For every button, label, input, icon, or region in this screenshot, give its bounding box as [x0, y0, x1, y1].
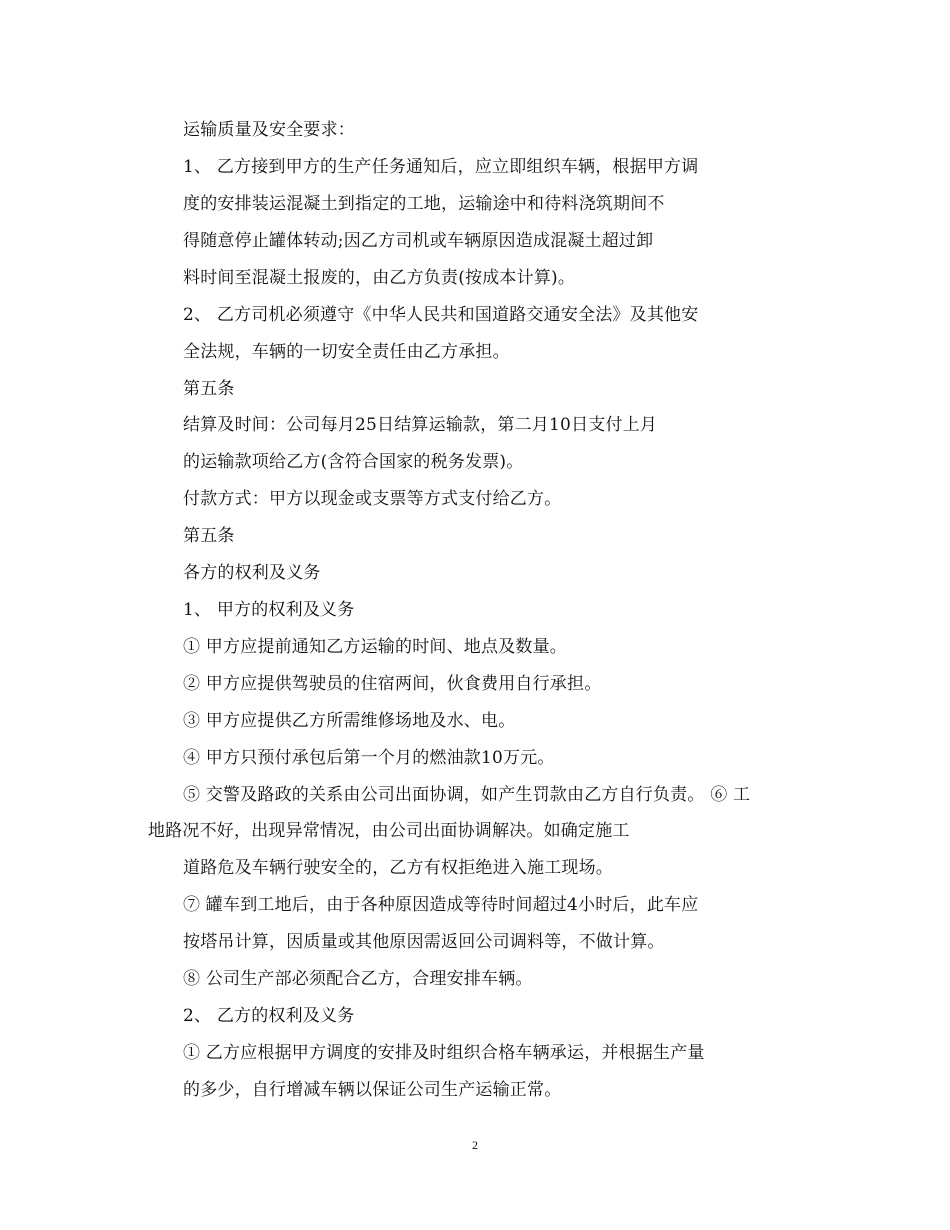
list-item: ⑧ 公司生产部必须配合乙方，合理安排车辆。: [183, 969, 533, 989]
list-item: ④ 甲方只预付承包后第一个月的燃油款10万元。: [183, 748, 555, 768]
list-item: ① 乙方应根据甲方调度的安排及时组织合格车辆承运，并根据生产量: [183, 1043, 705, 1063]
list-item: ③ 甲方应提供乙方所需维修场地及水、电。: [183, 711, 516, 731]
text-line: 料时间至混凝土报废的，由乙方负责(按成本计算)。: [183, 268, 576, 288]
text-line: 的多少，自行增减车辆以保证公司生产运输正常。: [183, 1080, 562, 1100]
section-heading: 第五条: [183, 526, 235, 546]
page-number: 2: [472, 1138, 478, 1152]
list-item: ② 甲方应提供驾驶员的住宿两间，伙食费用自行承担。: [183, 674, 602, 694]
text-line: 地路况不好，出现异常情况，由公司出面协调解决。如确定施工: [148, 821, 630, 841]
list-item: ⑤ 交警及路政的关系由公司出面协调，如产生罚款由乙方自行负责。 ⑥ 工: [183, 785, 751, 805]
text-line: 道路危及车辆行驶安全的，乙方有权拒绝进入施工现场。: [183, 858, 613, 878]
text-line: 运输质量及安全要求：: [183, 120, 355, 140]
text-line: 得随意停止罐体转动;因乙方司机或车辆原因造成混凝土超过卸: [183, 231, 654, 251]
text-line: 各方的权利及义务: [183, 563, 321, 583]
list-item: ① 甲方应提前通知乙方运输的时间、地点及数量。: [183, 637, 568, 657]
text-line: 按塔吊计算，因质量或其他原因需返回公司调料等，不做计算。: [183, 932, 665, 952]
list-item: ⑦ 罐车到工地后，由于各种原因造成等待时间超过4小时后，此车应: [183, 895, 699, 915]
text-line: 2、 乙方的权利及义务: [183, 1006, 355, 1026]
text-line: 1、 甲方的权利及义务: [183, 600, 355, 620]
text-line: 结算及时间：公司每月25日结算运输款，第二月10日支付上月: [183, 415, 658, 435]
text-line: 的运输款项给乙方(含符合国家的税务发票)。: [183, 452, 524, 472]
text-line: 付款方式：甲方以现金或支票等方式支付给乙方。: [183, 489, 562, 509]
section-heading: 第五条: [183, 379, 235, 399]
text-line: 全法规，车辆的一切安全责任由乙方承担。: [183, 342, 510, 362]
text-line: 2、 乙方司机必须遵守《中华人民共和国道路交通安全法》及其他安: [183, 305, 699, 325]
text-line: 1、 乙方接到甲方的生产任务通知后，应立即组织车辆，根据甲方调: [183, 157, 699, 177]
text-line: 度的安排装运混凝土到指定的工地，运输途中和待料浇筑期间不: [183, 194, 665, 214]
